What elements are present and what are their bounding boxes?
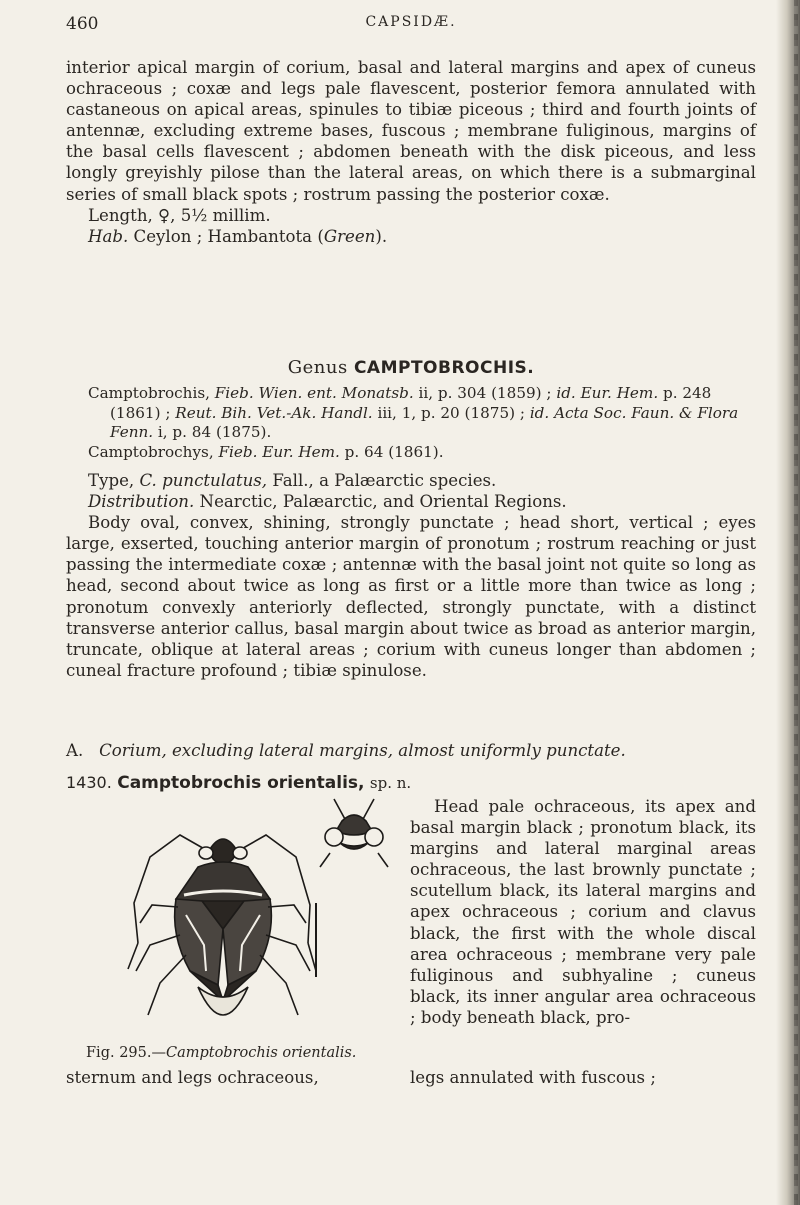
syn-ref: id. Eur. Hem.	[556, 384, 659, 402]
running-title: CAPSIDÆ.	[365, 14, 457, 30]
genus-description-block	[66, 470, 756, 681]
distribution-line	[66, 491, 756, 512]
figure-caption	[86, 1045, 406, 1061]
page-header	[66, 14, 756, 40]
species-description-text: Head pale ochraceous, its apex and basal margin black ; pronotum black, its margins and lateral marginal areas ochraceous, the last brownly punctate ; scutellum black, its lateral margins and apex ochraceous ; corium and clavus black, the first with the whole discal area ochraceous ; membrane very pale fuliginous and subhyaline ; cuneus black, its inner angular area ochraceous ; body beneath black, pro-	[410, 797, 756, 1027]
type-text: Fall., a Palæarctic species.	[267, 471, 497, 490]
insect-figure	[120, 795, 402, 1041]
syn-text: p. 248 (1861) ;	[110, 384, 712, 422]
syn-text: iii, 1, p. 20 (1875) ;	[372, 403, 530, 422]
habitat-text: Ceylon ; Hambantota (	[128, 226, 324, 246]
habitat-line	[66, 226, 756, 247]
caption-prefix: Fig. 295.—	[86, 1045, 166, 1061]
habitat-label: Hab.	[88, 226, 129, 246]
section-text: Corium, excluding lateral margins, almost uniformly punctate.	[99, 741, 626, 760]
head-detail-view	[320, 799, 388, 867]
genus-prefix: Genus	[287, 357, 354, 378]
section-letter: A.	[66, 741, 84, 760]
habitat-collector: Green	[323, 226, 376, 246]
syn-text: p. 64 (1861).	[339, 442, 444, 461]
bug-dorsal-view	[128, 835, 316, 1015]
final-line-right: legs annulated with fuscous ;	[410, 1068, 656, 1087]
type-label: Type,	[88, 471, 140, 490]
syn-ref: Fieb. Eur. Hem.	[218, 442, 340, 461]
page-number: 460	[66, 14, 99, 34]
length-line: Length, ♀, 5½ millim.	[88, 205, 271, 225]
continuation-paragraph: interior apical margin of corium, basal and lateral margins and apex of cuneus ochraceous ; coxæ and legs pale flavescent, posterior femora annulated with castaneous on apical areas, spinules to tibiæ piceous ; third and fourth joints of antennæ, excluding extreme bases, fuscous ; membrane fuliginous, margins of the basal cells flavescent ; abdomen beneath with the disk piceous, and less longly greyishly pilose than the lateral areas, on which there is a submarginal series of small black spots ; rostrum passing the posterior coxæ.	[66, 58, 756, 204]
caption-title: Camptobrochis orientalis.	[165, 1045, 357, 1061]
page-edge-texture	[794, 0, 798, 1205]
species-heading	[66, 773, 756, 793]
syn-text: ii, p. 304 (1859) ;	[413, 384, 557, 402]
synonymy-block	[66, 384, 756, 462]
syn-text: i, p. 84 (1875).	[153, 423, 272, 441]
syn-name: Camptobrochys,	[88, 442, 219, 461]
synonymy-line-1	[66, 384, 756, 443]
syn-ref: id. Acta Soc. Faun. & Flora Fenn.	[110, 403, 739, 441]
type-species: C. punctulatus,	[139, 471, 268, 490]
genus-name: CAMPTOBROCHIS.	[353, 358, 535, 378]
syn-ref: Reut. Bih. Vet.-Ak. Handl.	[175, 403, 373, 422]
distribution-text: Nearctic, Palæarctic, and Oriental Regions.	[194, 492, 567, 512]
final-line-left: sternum and legs ochraceous,	[66, 1068, 319, 1087]
genus-heading	[66, 357, 756, 378]
syn-name: Camptobrochis,	[88, 384, 215, 402]
species-description	[410, 796, 756, 1028]
genus-description: Body oval, convex, shining, strongly punctate ; head short, vertical ; eyes large, exserted, touching anterior margin of pronotum ; rostrum reaching or just passing the intermediate coxæ ; antennæ with the basal joint not quite so long as head, second about twice as long as first or a little more than twice as long ; pronotum convexly anteriorly deflected, strongly punctate, with a distinct transverse anterior callus, basal margin about twice as broad as anterior margin, truncate, oblique at lateral areas ; corium with cuneus longer than abdomen ; cuneal fracture profound ; tibiæ spinulose.	[66, 513, 756, 680]
distribution-label: Distribution.	[88, 492, 195, 512]
type-line	[66, 470, 756, 491]
species-name: Camptobrochis orientalis,	[117, 773, 365, 793]
species-number: 1430.	[66, 773, 112, 792]
syn-ref: Fieb. Wien. ent. Monatsb.	[214, 384, 414, 402]
page-edge-shadow	[776, 0, 800, 1205]
species-status: sp. n.	[369, 774, 412, 792]
continuation-block	[66, 57, 756, 247]
section-heading	[66, 741, 756, 760]
synonymy-line-2	[66, 443, 756, 463]
habitat-end: ).	[375, 226, 388, 246]
